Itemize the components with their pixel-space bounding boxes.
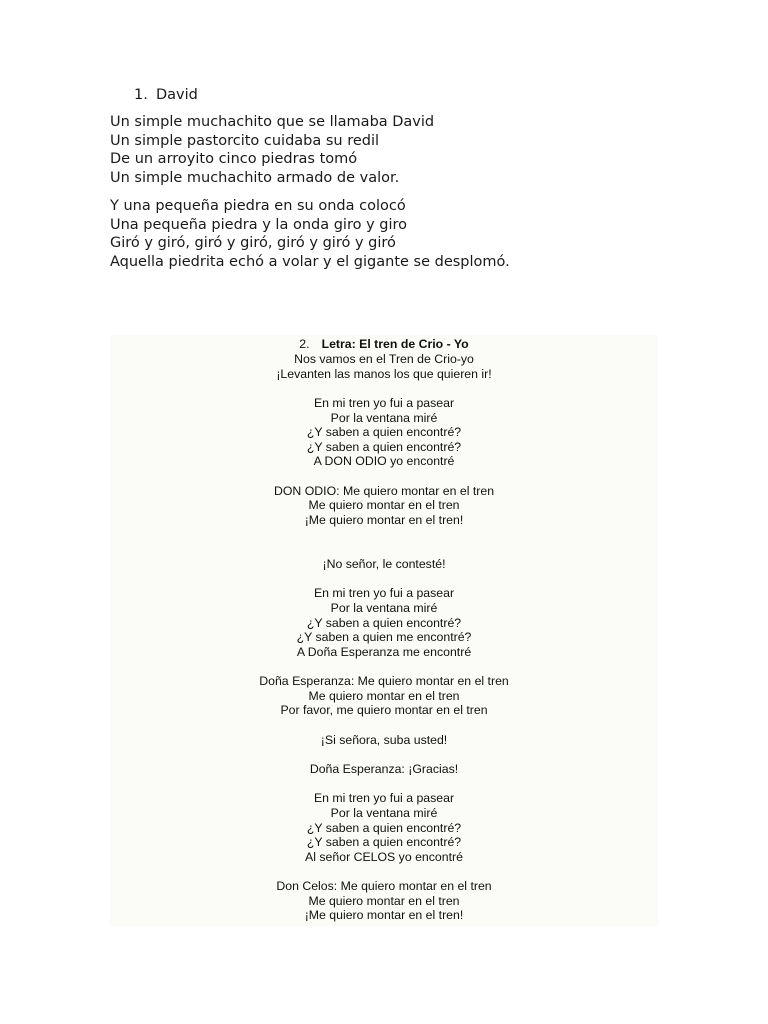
lyric-line: Doña Esperanza: ¡Gracias!	[309, 761, 459, 776]
lyric-line: ¿Y saben a quien encontré?	[306, 439, 462, 454]
blank-line	[110, 469, 658, 484]
lyric-line: ¡Me quiero montar en el tren!	[304, 908, 464, 923]
song-title: David	[156, 87, 198, 103]
lyric-line: ¿Y saben a quien me encontré?	[296, 630, 472, 645]
blank-line	[110, 747, 658, 762]
blank-line	[110, 381, 658, 396]
lyric-line: Y una pequeña piedra en su onda colocó	[110, 198, 406, 214]
lyric-line: A Doña Esperanza me encontré	[296, 644, 472, 659]
blank-line	[110, 864, 658, 879]
lyric-line: Doña Esperanza: Me quiero montar en el tren	[259, 674, 509, 689]
blank-line	[110, 572, 658, 587]
lyric-line: Giró y giró, giró y giró, giró y giró y giró	[110, 235, 396, 251]
lyric-line: Por la ventana miré	[330, 805, 438, 820]
stanza	[110, 197, 670, 271]
song-david	[110, 85, 670, 271]
lyric-line: ¿Y saben a quien encontré?	[306, 835, 462, 850]
lyric-line: ¡Si señora, suba usted!	[320, 732, 448, 747]
stanza	[110, 113, 670, 187]
lyric-line: Por la ventana miré	[330, 600, 438, 615]
lyric-line: En mi tren yo fui a pasear	[313, 395, 455, 410]
lyric-line: Un simple muchachito armado de valor.	[110, 169, 400, 186]
blank-line	[110, 777, 658, 792]
blank-line	[110, 659, 658, 674]
lyric-line: ¡Me quiero montar en el tren!	[304, 513, 464, 528]
lyric-line: Una pequeña piedra y la onda giro y giro	[110, 216, 408, 233]
lyric-line: Me quiero montar en el tren	[308, 688, 460, 703]
lyric-line: ¿Y saben a quien encontré?	[306, 820, 462, 835]
lyric-line: Un simple muchachito que se llamaba David	[110, 114, 435, 130]
lyric-line: Me quiero montar en el tren	[308, 498, 460, 513]
song-tren-crio-yo	[110, 335, 658, 926]
lyric-line: Nos vamos en el Tren de Crio-yo	[294, 352, 474, 366]
lyric-line: Me quiero montar en el tren	[308, 893, 460, 908]
song-tren-heading	[110, 336, 658, 352]
lyric-line: DON ODIO: Me quiero montar en el tren	[273, 483, 495, 498]
lyric-line: Aquella piedrita echó a volar y el gigante se desplomó.	[110, 253, 510, 270]
lyric-line: ¿Y saben a quien encontré?	[306, 425, 462, 440]
song-david-heading	[134, 85, 670, 105]
blank-line	[110, 528, 658, 543]
lyric-line: ¿Y saben a quien encontré?	[306, 615, 462, 630]
lyric-line: Al señor CELOS yo encontré	[305, 849, 463, 864]
lyric-line: Don Celos: Me quiero montar en el tren	[276, 879, 492, 894]
lyric-line: De un arroyito cinco piedras tomó	[110, 151, 358, 167]
lyric-line: Por la ventana miré	[330, 410, 438, 425]
lyric-line: En mi tren yo fui a pasear	[313, 791, 455, 806]
song-title: Letra: El tren de Crio - Yo	[321, 337, 469, 351]
lyric-line: ¡Levanten las manos los que quieren ir!	[276, 366, 492, 381]
lyric-line: Por favor, me quiero montar en el tren	[280, 703, 488, 718]
lyric-line: A DON ODIO yo encontré	[313, 454, 455, 469]
list-number: 2.	[299, 337, 310, 351]
lyric-line: En mi tren yo fui a pasear	[313, 586, 455, 601]
list-number: 1.	[134, 87, 148, 103]
lyric-line: Un simple pastorcito cuidaba su redil	[110, 132, 380, 149]
blank-line	[110, 542, 658, 557]
blank-line	[110, 718, 658, 733]
lyric-line: ¡No señor, le contesté!	[322, 556, 446, 571]
